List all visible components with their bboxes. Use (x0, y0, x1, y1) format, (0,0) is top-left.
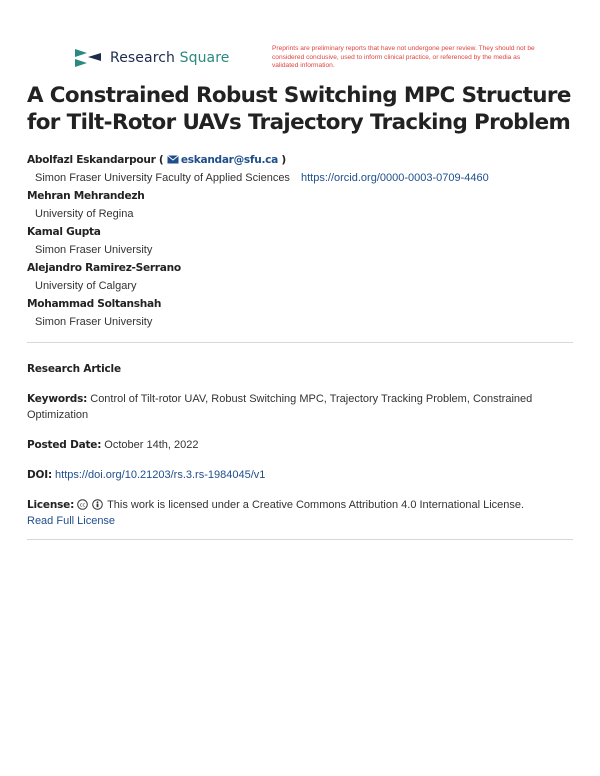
keywords-label: Keywords: (27, 393, 88, 405)
divider (27, 539, 573, 540)
author-name: Kamal Gupta (27, 226, 101, 238)
logo-text: Research Square (110, 50, 230, 66)
doi-link[interactable]: https://doi.org/10.21203/rs.3.rs-1984045/v1 (55, 469, 266, 481)
posted-date (27, 437, 567, 453)
envelope-icon (167, 155, 179, 164)
license-label: License: (27, 499, 75, 511)
author-name: Abolfazl Eskandarpour ( eskandar@sfu.ca ) (27, 154, 286, 166)
divider (27, 342, 573, 343)
cc-icon (77, 499, 88, 510)
read-full-license-link[interactable]: Read Full License (27, 515, 116, 527)
keywords (27, 391, 567, 423)
author-affiliation: Simon Fraser University (35, 244, 153, 256)
author-name: Alejandro Ramirez-Serrano (27, 262, 181, 274)
author-affiliation: University of Calgary (35, 280, 137, 292)
preprint-disclaimer: Preprints are preliminary reports that have not undergone peer review. They should not be considered conclusive, used to inform clinical practice, or referenced by the media as validated information. (272, 45, 535, 70)
author-name: Mohammad Soltanshah (27, 298, 162, 310)
by-icon (92, 499, 103, 510)
posted-date-label: Posted Date: (27, 439, 102, 451)
author-list (27, 154, 577, 334)
doi (27, 467, 567, 483)
author-email-link[interactable]: eskandar@sfu.ca (180, 154, 279, 166)
orcid-link[interactable]: https://orcid.org/0000-0003-0709-4460 (301, 172, 489, 184)
keywords-value: Control of Tilt-rotor UAV, Robust Switching MPC, Trajectory Tracking Problem, Constrained Optimization (27, 393, 533, 421)
author-affiliation: University of Regina (35, 208, 134, 220)
research-square-logo-icon (74, 47, 102, 69)
paper-title: A Constrained Robust Switching MPC Structure for Tilt-Rotor UAVs Trajectory Tracking Problem (27, 83, 571, 135)
svg-text:cc: cc (79, 502, 86, 509)
license (27, 497, 567, 529)
article-type: Research Article (27, 363, 121, 375)
doi-label: DOI: (27, 469, 52, 481)
license-text: This work is licensed under a Creative Commons Attribution 4.0 International License. (107, 499, 525, 511)
posted-date-value: October 14th, 2022 (104, 439, 199, 451)
author-name: Mehran Mehrandezh (27, 190, 145, 202)
research-square-logo[interactable] (74, 47, 229, 69)
author-affiliation: Simon Fraser University Faculty of Applied Sciences https://orcid.org/0000-0003-0709-4460 (35, 172, 489, 184)
author-affiliation: Simon Fraser University (35, 316, 153, 328)
